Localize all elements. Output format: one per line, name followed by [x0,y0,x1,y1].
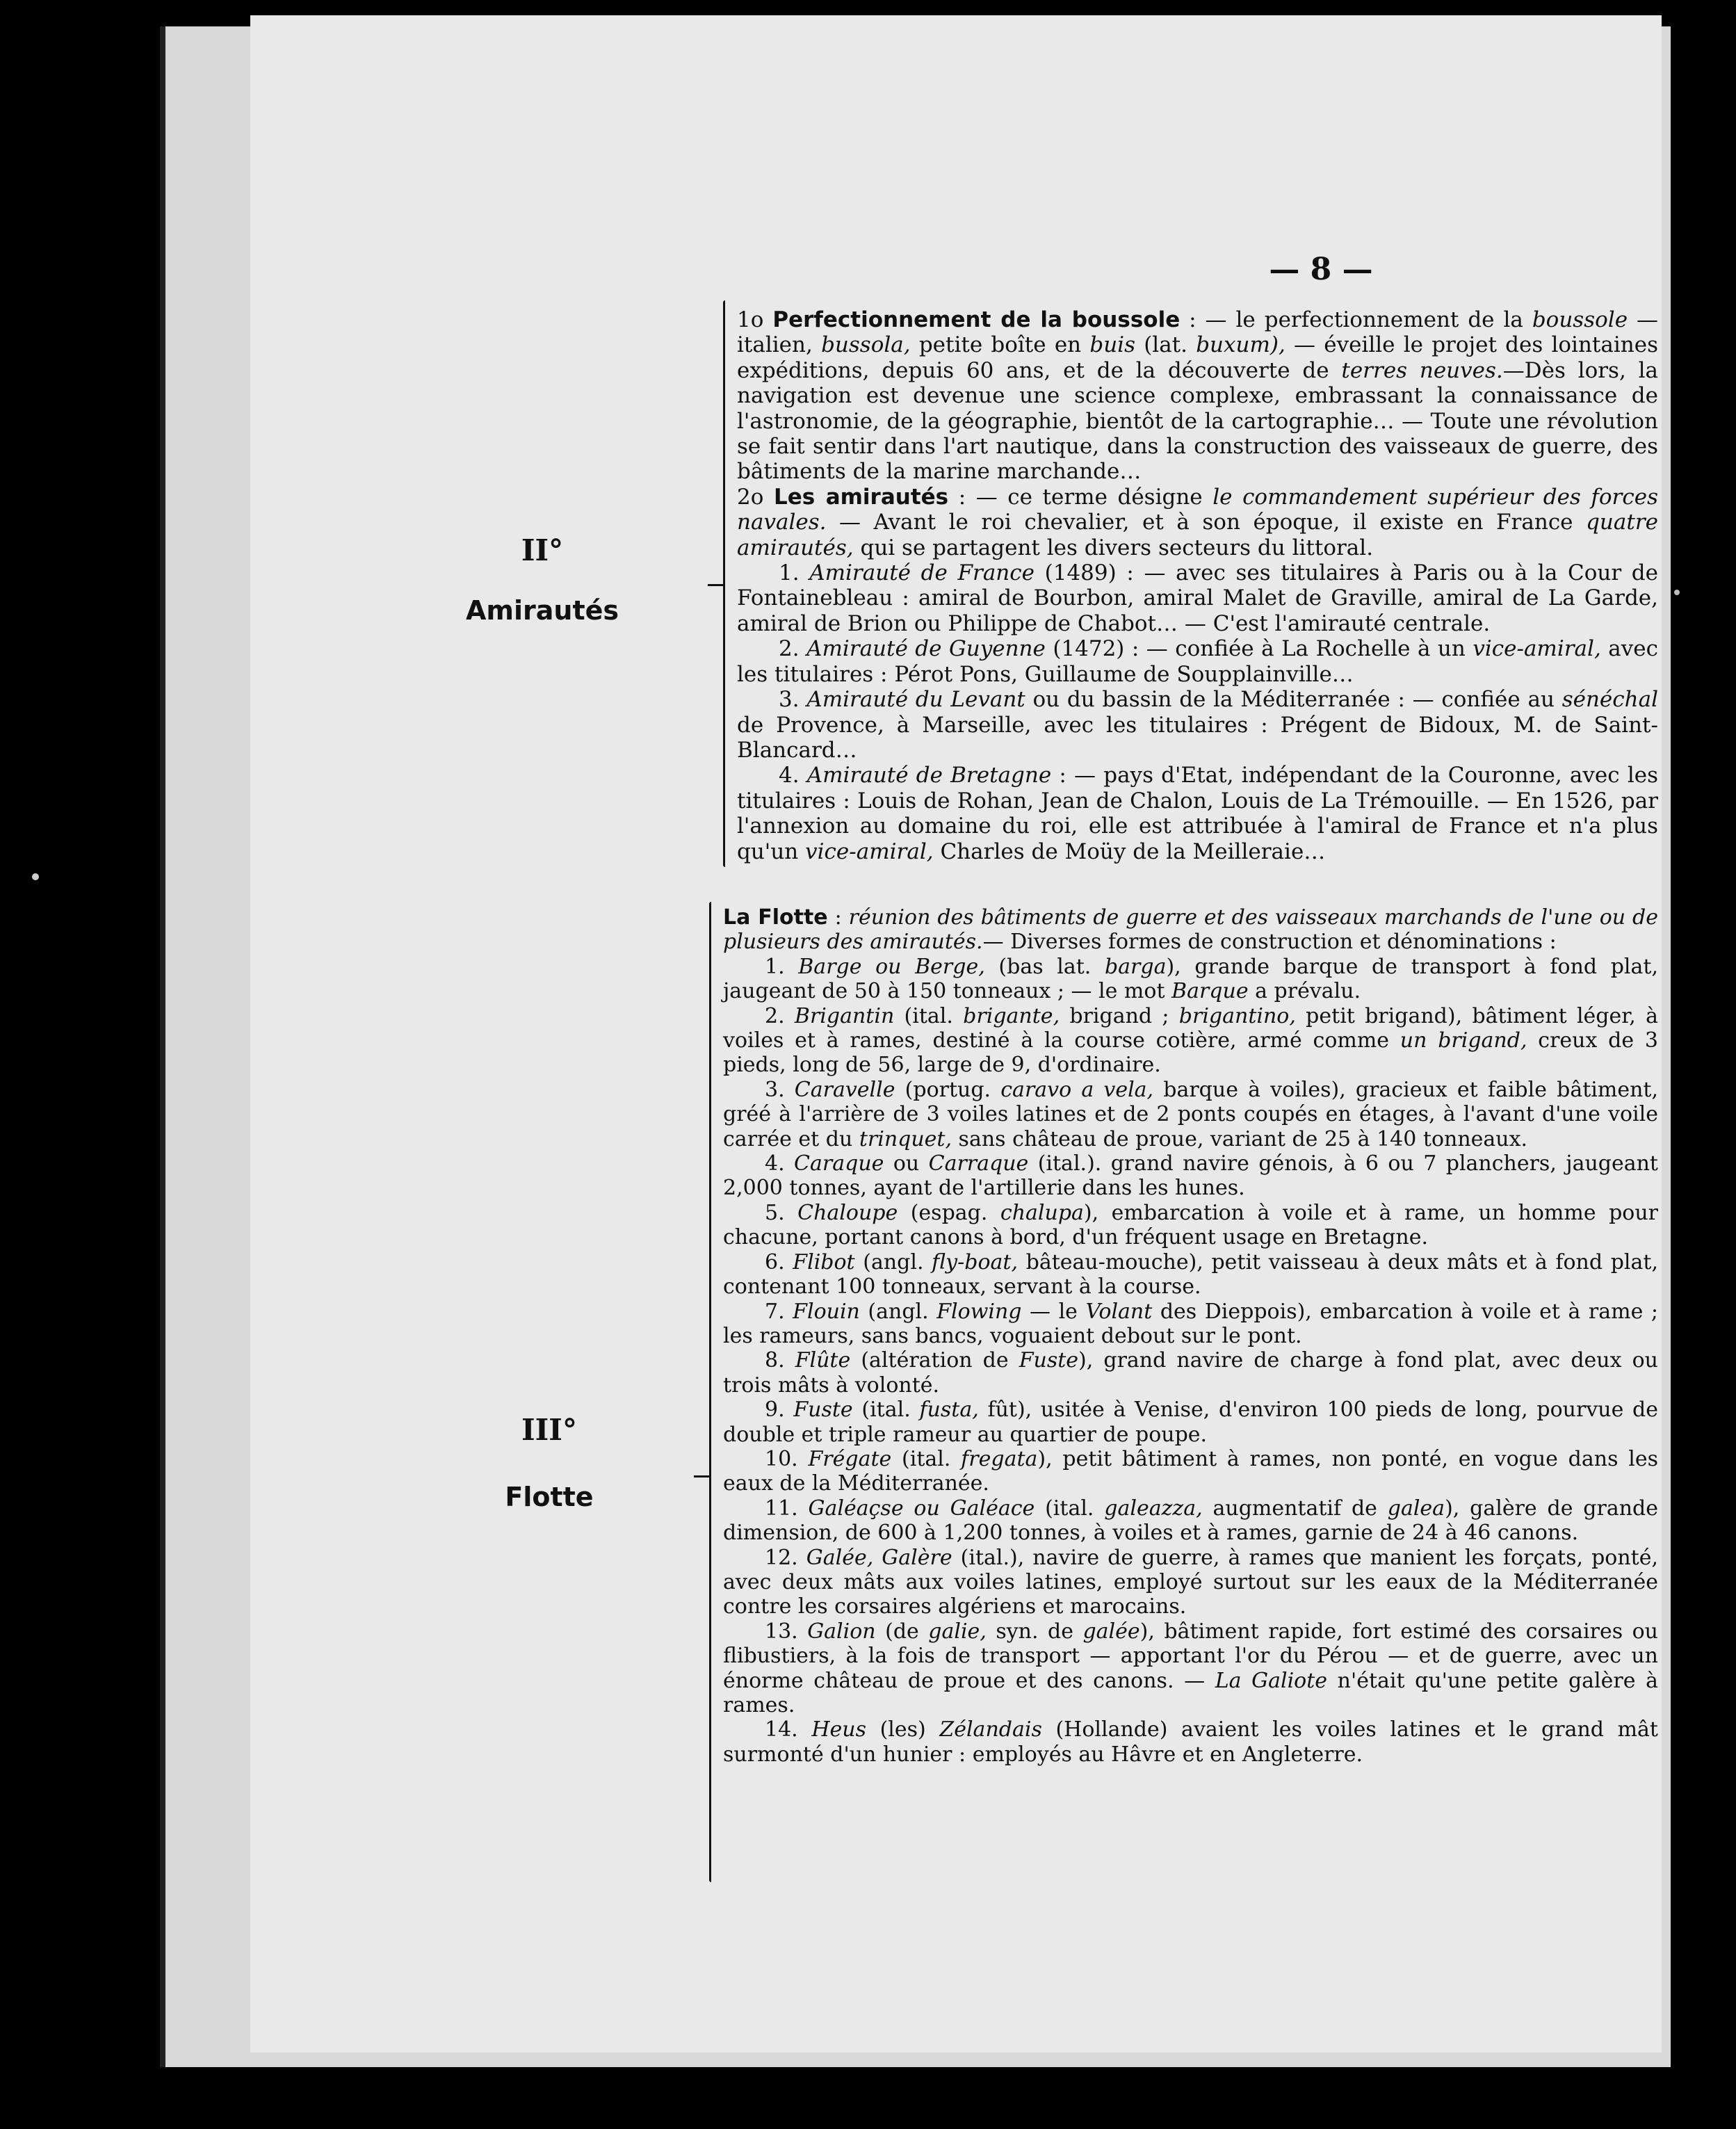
entry-text: Galion (de galie, syn. de galée), bâtiment rapide, fort estimé des corsaires ou flibustiers, à la fois de transport — apportant l'or du Pérou — et de guerre, avec un énorme château de proue et des canons. — La Galiote n'était qu'une petite galère à rames. [723,1619,1659,1717]
brace-amirautes [723,300,725,867]
entry-number: 3. [765,1077,795,1102]
ship-entry [723,1300,1658,1349]
ship-entry [723,1348,1658,1398]
entry-number: 6. [765,1249,793,1274]
ship-entry [723,1717,1658,1767]
flotte-block [723,905,1658,1767]
page-number: — 8 — [1269,252,1373,287]
ship-entry [723,1398,1658,1447]
entry-text: Fuste (ital. fusta, fût), usitée à Venise, d'environ 100 pieds de long, pourvue de double et triple rameur au quartier de poupe. [723,1398,1658,1447]
ship-entry [723,1447,1658,1496]
entry-number: 14. [765,1717,812,1742]
entry-number: 10. [765,1446,809,1471]
entry-text: Chaloupe (espag. chalupa), embarcation à voile et à rame, un homme pour chacune, portant canons à bord, d'un fréquent usage en Bretagne. [723,1200,1658,1250]
ship-list [723,955,1658,1767]
scan-speck [32,873,39,880]
amiraute-item: 4. Amirauté de Bretagne : — pays d'Etat, indépendant de la Couronne, avec les titulaires : Louis de Rohan, Jean de Chalon, Louis de La Trémouille. — En 1526, par l'annexion au domaine du roi, elle est attribuée à l'amiral de France et n'a plus qu'un vice-amiral, Charles de Moüy de la Meilleraie… [737,763,1658,864]
ship-entry [723,1201,1658,1250]
entry-number: 8. [765,1348,795,1373]
ship-entry [723,1546,1658,1619]
ship-entry [723,1078,1658,1151]
section-heading-flotte [452,1413,647,1512]
entry-text: Barge ou Berge, (bas lat. barga), grande barque de transport à fond plat, jaugeant de 50 à 150 tonneaux ; — le mot Barque a prévalu. [723,954,1659,1004]
entry-text: Galéaçse ou Galéace (ital. galeazza, augmentatif de galea), galère de grande dimension, de 600 à 1,200 tonnes, à voiles et à rames, garnie de 24 à 46 canons. [723,1496,1658,1546]
paragraph-boussole: 1o Perfectionnement de la boussole : — le perfectionnement de la boussole — italien, bussola, petite boîte en buis (lat. buxum), — éveille le projet des lointaines expéditions, depuis 60 ans, et de la découverte de terres neuves.—Dès lors, la navigation est devenue une science complexe, embrassant la connaissance de l'astronomie, de la géographie, bientôt de la cartographie… — Toute une révolution se fait sentir dans l'art nautique, dans la construction des vaisseaux de guerre, des bâtiments de la marine marchande… [737,307,1659,485]
entry-number: 9. [765,1398,794,1423]
ship-entry [723,1004,1658,1078]
section-label: Amirautés [465,595,619,626]
section-label: Flotte [505,1482,594,1512]
entry-number: 11. [765,1496,809,1521]
entry-number: 1. [765,954,799,979]
paragraph-amirautes: 2o Les amirautés : — ce terme désigne le commandement supérieur des forces navales. — Avant le roi chevalier, et à son époque, il existe en France quatre amirautés, qui se partagent les divers secteurs du littoral. [737,484,1658,560]
paragraph-flotte-intro: La Flotte : réunion des bâtiments de guerre et des vaisseaux marchands de l'une ou de plusieurs des amirautés.— Diverses formes de construction et dénominations : [723,905,1658,955]
entry-number: 5. [765,1200,798,1225]
brace-tip [708,584,723,586]
entry-number: 13. [765,1619,808,1644]
ship-entry [723,1250,1658,1300]
entry-text: Galée, Galère (ital.), navire de guerre, à rames que manient les forçats, ponté, avec deux mâts aux voiles latines, employé surtout sur les eaux de la Méditerranée contre les corsaires algériens et marocains. [723,1545,1659,1619]
heading-flotte: La Flotte [723,905,828,930]
entry-text: Frégate (ital. fregata), petit bâtiment à rames, non ponté, en vogue dans les eaux de la Méditerranée. [723,1446,1658,1496]
entry-text: Caravelle (portug. caravo a vela, barque à voiles), gracieux et faible bâtiment, gréé à l'arrière de 3 voiles latines et de 2 ponts coupés en étages, à l'avant d'une voile carrée et du trinquet, sans château de proue, variant de 25 à 140 tonneaux. [723,1077,1658,1151]
ship-entry [723,1151,1658,1201]
entry-number: 12. [765,1545,806,1570]
brace-flotte [709,902,711,1882]
heading-boussole: Perfectionnement de la boussole [772,307,1181,332]
ship-entry [723,1619,1658,1718]
entry-text: Flibot (angl. fly-boat, bâteau-mouche), petit vaisseau à deux mâts et à fond plat, contenant 100 tonneaux, servant à la course. [723,1249,1658,1300]
amiraute-item: 1. Amirauté de France (1489) : — avec ses titulaires à Paris ou à la Cour de Fontainebleau : amiral de Bourbon, amiral Malet de Graville, amiral de La Garde, amiral de Brion ou Philippe de Chabot… — C'est l'amirauté centrale. [737,560,1658,636]
entry-number: 7. [765,1299,793,1324]
entry-text: Flûte (altération de Fuste), grand navire de charge à fond plat, avec deux ou trois mâts à volonté. [723,1348,1658,1398]
entry-text: Caraque ou Carraque (ital.). grand navire génois, à 6 ou 7 planchers, jaugeant 2,000 tonnes, ayant de l'artillerie dans les hunes. [723,1151,1658,1201]
ship-entry [723,955,1658,1004]
entry-number: 2. [765,1003,795,1028]
section-number: III° [521,1413,577,1447]
section-number: II° [521,533,564,567]
entry-text: Flouin (angl. Flowing — le Volant des Dieppois), embarcation à voile et à rame ; les rameurs, sans bancs, voguaient debout sur le pont. [723,1299,1659,1348]
section-heading-amirautes [445,533,640,626]
entry-text: Heus (les) Zélandais (Hollande) avaient les voiles latines et le grand mât surmonté d'un hunier : employés au Hâvre et en Angleterre. [723,1717,1658,1767]
brace-tip [694,1475,709,1478]
entry-text: Brigantin (ital. brigante, brigand ; brigantino, petit brigand), bâtiment léger, à voiles et à rames, destiné à la course cotière, armé comme un brigand, creux de 3 pieds, long de 56, large de 9, d'ordinaire. [723,1003,1658,1078]
amirautes-block [737,307,1658,864]
amiraute-item: 2. Amirauté de Guyenne (1472) : — confiée à La Rochelle à un vice-amiral, avec les titulaires : Pérot Pons, Guillaume de Soupplainville… [737,636,1658,687]
scan-speck [1674,590,1680,595]
document-page [250,15,1662,2053]
ship-entry [723,1496,1658,1546]
heading-amirautes: Les amirautés [773,484,949,510]
amiraute-item: 3. Amirauté du Levant ou du bassin de la Méditerranée : — confiée au sénéchal de Provence, à Marseille, avec les titulaires : Prégent de Bidoux, M. de Saint-Blancard… [737,687,1658,763]
entry-number: 4. [765,1151,795,1176]
